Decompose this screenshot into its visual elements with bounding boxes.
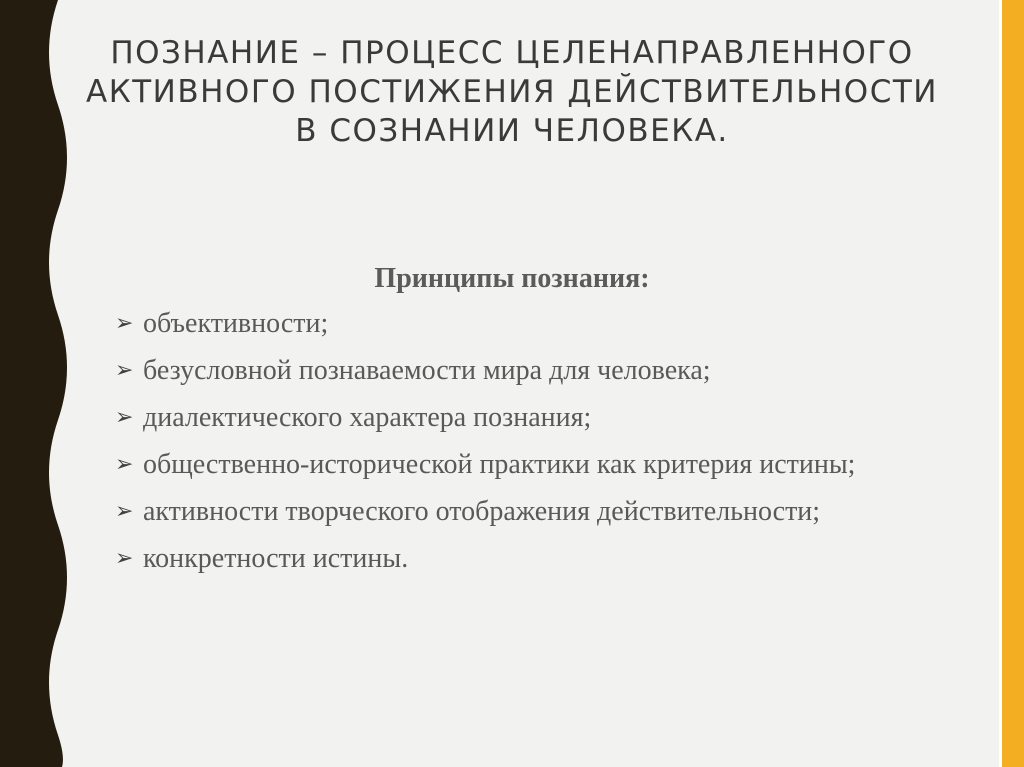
list-item [115, 494, 975, 530]
principles-list [115, 306, 975, 588]
list-item-text: объективности; [143, 308, 329, 339]
list-item-text: безусловной познаваемости мира для человека; [143, 355, 711, 386]
arrow-bullet-icon: ➢ [115, 311, 134, 336]
title-line-2: АКТИВНОГО ПОСТИЖЕНИЯ ДЕЙСТВИТЕЛЬНОСТИ [86, 74, 938, 110]
list-item-text: диалектического характера познания; [143, 402, 592, 433]
principles-heading: Принципы познания: [374, 263, 650, 294]
list-item-text: конкретности истины. [143, 543, 409, 574]
list-item [115, 353, 975, 389]
list-item [115, 306, 975, 342]
list-item-text: активности творческого отображения действительности; [143, 496, 821, 527]
list-item-text: общественно-исторической практики как критерия истины; [143, 449, 856, 480]
arrow-bullet-icon: ➢ [115, 358, 134, 383]
slide-title [0, 34, 1024, 151]
title-line-3: В СОЗНАНИИ ЧЕЛОВЕКА. [295, 113, 729, 149]
arrow-bullet-icon: ➢ [115, 546, 134, 571]
list-item [115, 541, 975, 577]
list-item [115, 447, 975, 483]
arrow-bullet-icon: ➢ [115, 452, 134, 477]
list-item [115, 400, 975, 436]
title-line-1: ПОЗНАНИЕ – ПРОЦЕСС ЦЕЛЕНАПРАВЛЕННОГО [110, 35, 914, 71]
arrow-bullet-icon: ➢ [115, 499, 134, 524]
arrow-bullet-icon: ➢ [115, 405, 134, 430]
